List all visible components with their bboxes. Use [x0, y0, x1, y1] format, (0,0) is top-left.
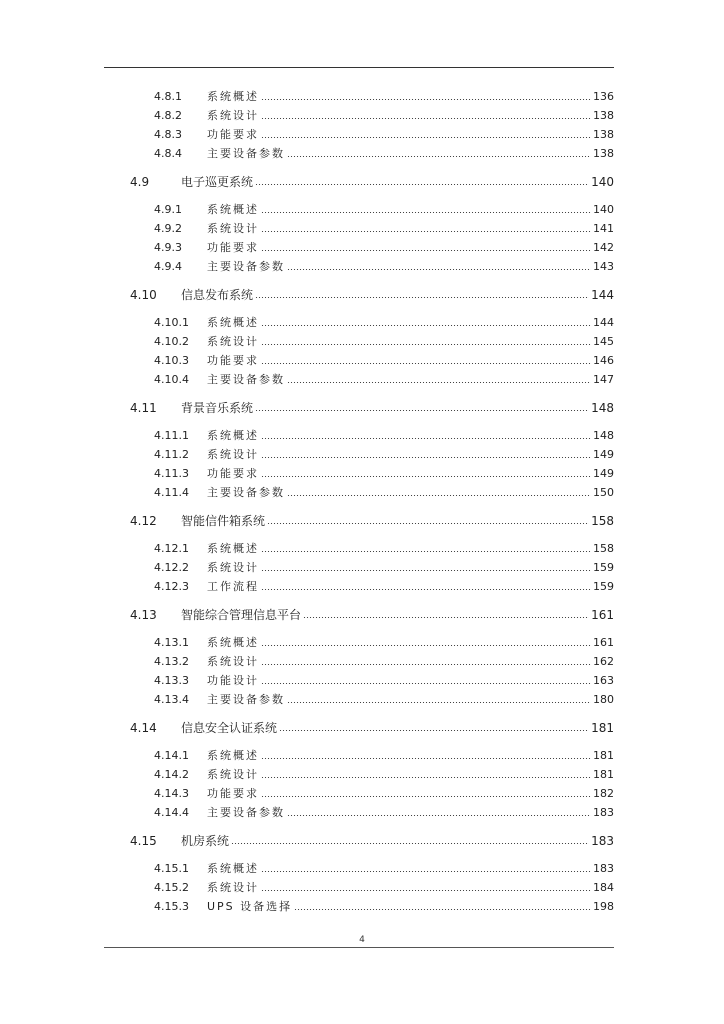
dot-leader [261, 212, 591, 213]
toc-entry-number: 4.14.3 [154, 787, 189, 800]
dot-leader [261, 551, 591, 552]
toc-entry-number: 4.9.3 [154, 241, 182, 254]
toc-subsection-entry[interactable] [130, 259, 614, 275]
toc-entry-page: 147 [593, 373, 614, 386]
dot-leader [287, 495, 591, 496]
toc-subsection-entry[interactable] [130, 861, 614, 877]
toc-section-entry[interactable] [130, 833, 614, 849]
toc-subsection-entry[interactable] [130, 202, 614, 218]
dot-leader [261, 438, 591, 439]
toc-entry-number: 4.13.4 [154, 693, 189, 706]
dot-leader [261, 589, 591, 590]
toc-entry-number: 4.10.3 [154, 354, 189, 367]
toc-entry-title: 系统概述 [207, 862, 259, 875]
toc-entry-page: 183 [593, 806, 614, 819]
toc-entry-title: 主要设备参数 [207, 260, 285, 273]
toc-subsection-entry[interactable] [130, 560, 614, 576]
toc-subsection-entry[interactable] [130, 353, 614, 369]
toc-entry-title: 功能要求 [207, 467, 259, 480]
toc-subsection-entry[interactable] [130, 880, 614, 896]
toc-entry-page: 140 [593, 203, 614, 216]
dot-leader [287, 702, 591, 703]
dot-leader [261, 344, 591, 345]
dot-leader [261, 664, 591, 665]
toc-entry-number: 4.11 [130, 401, 157, 415]
dot-leader [261, 457, 591, 458]
toc-entry-page: 140 [591, 175, 614, 189]
toc-entry-page: 143 [593, 260, 614, 273]
toc-entry-title: 功能要求 [207, 787, 259, 800]
toc-entry-page: 183 [591, 834, 614, 848]
toc-entry-page: 136 [593, 90, 614, 103]
toc-entry-title: 智能信件箱系统 [181, 514, 266, 528]
toc-entry-title: 系统概述 [207, 749, 259, 762]
toc-entry-number: 4.12 [130, 514, 157, 528]
dot-leader [261, 871, 591, 872]
toc-entry-page: 184 [593, 881, 614, 894]
toc-entry-number: 4.8.4 [154, 147, 182, 160]
toc-entry-number: 4.9 [130, 175, 150, 189]
toc-entry-number: 4.14.4 [154, 806, 189, 819]
dot-leader [261, 758, 591, 759]
toc-entry-number: 4.8.1 [154, 90, 182, 103]
toc-entry-page: 163 [593, 674, 614, 687]
toc-section-entry[interactable] [130, 400, 614, 416]
toc-entry-number: 4.13.1 [154, 636, 189, 649]
toc-entry-page: 159 [593, 580, 614, 593]
toc-entry-number: 4.12.1 [154, 542, 189, 555]
toc-section-entry[interactable] [130, 174, 614, 190]
toc-entry-page: 158 [593, 542, 614, 555]
toc-subsection-entry[interactable] [130, 767, 614, 783]
toc-entry-number: 4.13 [130, 608, 157, 622]
toc-entry-page: 149 [593, 467, 614, 480]
toc-entry-page: 181 [593, 768, 614, 781]
toc-entry-number: 4.10.4 [154, 373, 189, 386]
toc-entry-title: 系统概述 [207, 90, 259, 103]
toc-section-entry[interactable] [130, 513, 614, 529]
toc-entry-page: 141 [593, 222, 614, 235]
toc-entry-title: 主要设备参数 [207, 147, 285, 160]
toc-subsection-entry[interactable] [130, 654, 614, 670]
dot-leader [261, 796, 591, 797]
toc-entry-page: 138 [593, 147, 614, 160]
toc-entry-title: 功能要求 [207, 128, 259, 141]
toc-entry-title: 工作流程 [207, 580, 259, 593]
toc-entry-number: 4.10.2 [154, 335, 189, 348]
dot-leader [261, 231, 591, 232]
toc-entry-page: 180 [593, 693, 614, 706]
dot-leader [261, 476, 591, 477]
toc-subsection-entry[interactable] [130, 635, 614, 651]
toc-entry-number: 4.8.2 [154, 109, 182, 122]
toc-entry-title: 系统概述 [207, 542, 259, 555]
toc-entry-title: 信息安全认证系统 [181, 721, 278, 735]
toc-entry-page: 161 [591, 608, 614, 622]
toc-subsection-entry[interactable] [130, 447, 614, 463]
toc-subsection-entry[interactable] [130, 748, 614, 764]
toc-subsection-entry[interactable] [130, 692, 614, 708]
toc-entry-number: 4.15.1 [154, 862, 189, 875]
toc-entry-title: 系统设计 [207, 109, 259, 122]
toc-entry-page: 138 [593, 109, 614, 122]
toc-subsection-entry[interactable] [130, 127, 614, 143]
toc-entry-number: 4.9.2 [154, 222, 182, 235]
toc-section-entry[interactable] [130, 607, 614, 623]
dot-leader [261, 890, 591, 891]
dot-leader [287, 156, 591, 157]
toc-subsection-entry[interactable] [130, 485, 614, 501]
dot-leader [231, 843, 589, 844]
dot-leader [294, 909, 591, 910]
dot-leader [255, 410, 589, 411]
dot-leader [261, 683, 591, 684]
toc-entry-title: 系统设计 [207, 655, 259, 668]
toc-entry-page: 146 [593, 354, 614, 367]
toc-entry-number: 4.14.2 [154, 768, 189, 781]
toc-entry-number: 4.13.3 [154, 674, 189, 687]
dot-leader [287, 269, 591, 270]
toc-entry-title: 系统概述 [207, 429, 259, 442]
toc-subsection-entry[interactable] [130, 673, 614, 689]
toc-entry-title: 系统概述 [207, 203, 259, 216]
toc-entry-title: 系统概述 [207, 636, 259, 649]
toc-entry-page: 138 [593, 128, 614, 141]
dot-leader [279, 730, 589, 731]
toc-entry-page: 149 [593, 448, 614, 461]
footer-rule [104, 947, 614, 948]
toc-entry-page: 148 [591, 401, 614, 415]
dot-leader [261, 777, 591, 778]
dot-leader [261, 99, 591, 100]
toc-entry-page: 181 [593, 749, 614, 762]
toc-entry-title: 功能要求 [207, 354, 259, 367]
toc-entry-number: 4.14 [130, 721, 157, 735]
dot-leader [261, 645, 591, 646]
toc-entry-page: 148 [593, 429, 614, 442]
toc-entry-title: 主要设备参数 [207, 806, 285, 819]
dot-leader [261, 363, 591, 364]
toc-entry-number: 4.8.3 [154, 128, 182, 141]
toc-subsection-entry[interactable] [130, 428, 614, 444]
dot-leader [261, 570, 591, 571]
toc-entry-title: 智能综合管理信息平台 [181, 608, 302, 622]
toc-subsection-entry[interactable] [130, 108, 614, 124]
dot-leader [261, 137, 591, 138]
toc-entry-title: 主要设备参数 [207, 693, 285, 706]
toc-entry-title: 系统概述 [207, 316, 259, 329]
dot-leader [261, 325, 591, 326]
dot-leader [287, 382, 591, 383]
dot-leader [255, 297, 589, 298]
toc-entry-number: 4.12.2 [154, 561, 189, 574]
toc-entry-number: 4.14.1 [154, 749, 189, 762]
toc-subsection-entry[interactable] [130, 89, 614, 105]
toc-entry-page: 144 [593, 316, 614, 329]
toc-entry-page: 161 [593, 636, 614, 649]
toc-section-entry[interactable] [130, 720, 614, 736]
dot-leader [261, 118, 591, 119]
toc-entry-title: UPS 设备选择 [207, 900, 293, 913]
toc-entry-title: 系统设计 [207, 335, 259, 348]
toc-subsection-entry[interactable] [130, 221, 614, 237]
toc-entry-number: 4.11.2 [154, 448, 189, 461]
toc-entry-title: 电子巡更系统 [181, 175, 254, 189]
toc-entry-number: 4.15 [130, 834, 157, 848]
toc-entry-title: 系统设计 [207, 561, 259, 574]
page-number: 4 [359, 935, 365, 945]
toc-subsection-entry[interactable] [130, 146, 614, 162]
toc-entry-title: 功能设计 [207, 674, 259, 687]
toc-entry-title: 系统设计 [207, 448, 259, 461]
toc-entry-page: 142 [593, 241, 614, 254]
toc-subsection-entry[interactable] [130, 466, 614, 482]
toc-entry-number: 4.11.1 [154, 429, 189, 442]
toc-subsection-entry[interactable] [130, 805, 614, 821]
toc-entry-number: 4.13.2 [154, 655, 189, 668]
toc-entry-page: 183 [593, 862, 614, 875]
toc-entry-number: 4.15.2 [154, 881, 189, 894]
toc-entry-number: 4.11.4 [154, 486, 189, 499]
toc-entry-number: 4.11.3 [154, 467, 189, 480]
toc-entry-title: 系统设计 [207, 768, 259, 781]
toc-entry-title: 机房系统 [181, 834, 230, 848]
toc-subsection-entry[interactable] [130, 579, 614, 595]
dot-leader [261, 250, 591, 251]
toc-section-entry[interactable] [130, 287, 614, 303]
toc-subsection-entry[interactable] [130, 786, 614, 802]
dot-leader [267, 523, 589, 524]
toc-subsection-entry[interactable] [130, 240, 614, 256]
toc-entry-page: 158 [591, 514, 614, 528]
dot-leader [287, 815, 591, 816]
toc-subsection-entry[interactable] [130, 541, 614, 557]
toc-entry-title: 主要设备参数 [207, 373, 285, 386]
toc-subsection-entry[interactable] [130, 899, 614, 915]
toc-subsection-entry[interactable] [130, 372, 614, 388]
toc-entry-title: 背景音乐系统 [181, 401, 254, 415]
toc-entry-title: 系统设计 [207, 881, 259, 894]
toc-entry-number: 4.10.1 [154, 316, 189, 329]
toc-entry-page: 159 [593, 561, 614, 574]
toc-entry-number: 4.10 [130, 288, 157, 302]
toc-subsection-entry[interactable] [130, 315, 614, 331]
toc-entry-page: 198 [593, 900, 614, 913]
toc-entry-title: 信息发布系统 [181, 288, 254, 302]
toc-entry-title: 主要设备参数 [207, 486, 285, 499]
toc-entry-number: 4.9.4 [154, 260, 182, 273]
toc-subsection-entry[interactable] [130, 334, 614, 350]
toc-entry-page: 182 [593, 787, 614, 800]
toc-entry-page: 145 [593, 335, 614, 348]
toc-entry-page: 150 [593, 486, 614, 499]
toc-entry-title: 功能要求 [207, 241, 259, 254]
toc-entry-page: 162 [593, 655, 614, 668]
dot-leader [303, 617, 589, 618]
toc-entry-number: 4.12.3 [154, 580, 189, 593]
dot-leader [255, 184, 589, 185]
toc-entry-number: 4.15.3 [154, 900, 189, 913]
toc-entry-title: 系统设计 [207, 222, 259, 235]
toc-entry-page: 144 [591, 288, 614, 302]
toc-entry-page: 181 [591, 721, 614, 735]
toc-entry-number: 4.9.1 [154, 203, 182, 216]
